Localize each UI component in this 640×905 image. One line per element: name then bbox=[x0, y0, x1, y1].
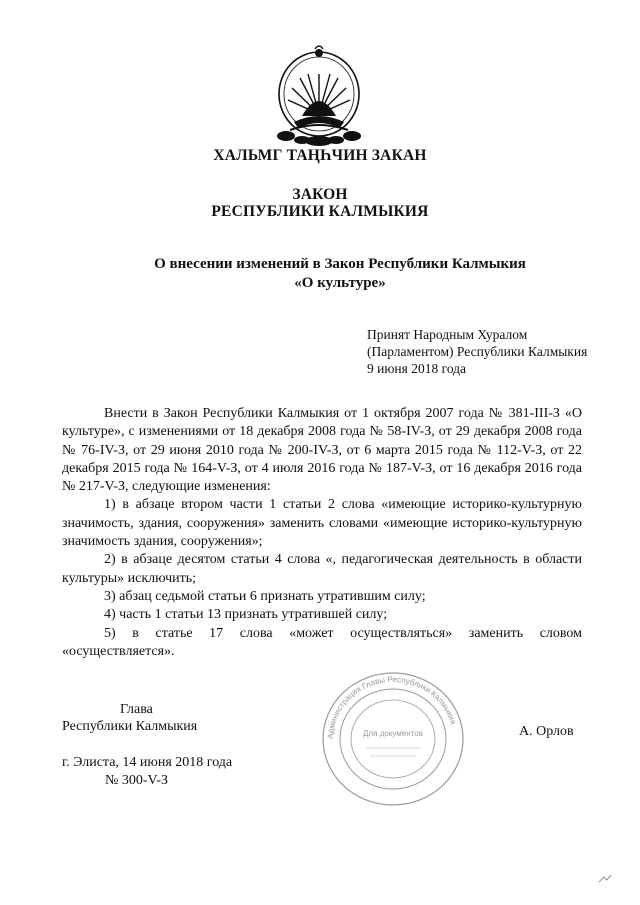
stamp-center-text: Для документов bbox=[363, 729, 423, 738]
amendment-item-5: 5) в статье 17 слова «может осуществляться» заменить словом «осуществляется». bbox=[62, 625, 582, 659]
law-body bbox=[62, 405, 582, 661]
adoption-line1: Принят Народным Хуралом bbox=[367, 327, 528, 342]
official-stamp-seal bbox=[318, 668, 468, 810]
margin-mark bbox=[598, 874, 612, 884]
law-subject bbox=[100, 255, 580, 293]
kalmyk-law-title: ХАЛЬМГ ТАҢҺЧИН ЗАКАН bbox=[213, 147, 427, 164]
signatory-name: А. Орлов bbox=[519, 724, 574, 739]
place-and-date: г. Элиста, 14 июня 2018 года bbox=[62, 755, 233, 770]
adoption-line2: (Парламентом) Республики Калмыкия bbox=[367, 344, 588, 359]
signatory-position-line1: Глава bbox=[120, 702, 153, 717]
amendment-item-2: 2) в абзаце десятом статьи 4 слова «, педагогическая деятельность в области культуры» исключить; bbox=[62, 552, 582, 586]
law-subject-line2: «О культуре» bbox=[294, 275, 386, 291]
law-number: № 300-V-З bbox=[105, 773, 169, 788]
law-subject-line1: О внесении изменений в Закон Республики Калмыкия bbox=[154, 256, 526, 272]
body-intro: Внести в Закон Республики Калмыкия от 1 октября 2007 года № 381-III-З «О культуре», с изменениями от 18 декабря 2008 года № 58-IV-З, от 29 декабря 2008 года № 76-IV-З, от 29 июня 2010 года № 200-IV-З, от 6 марта 2015 года № 112-V-З, от 22 декабря 2015 года № 164-V-З, от 4 июля 2016 года № 187-V-З, от 16 декабря 2016 года № 217-V-З, следующие изменения: bbox=[62, 406, 582, 495]
law-label: ЗАКОН bbox=[292, 186, 348, 203]
adoption-note bbox=[367, 326, 607, 377]
amendment-item-4: 4) часть 1 статьи 13 признать утратившей силу; bbox=[104, 607, 388, 623]
signatory-position-line2: Республики Калмыкия bbox=[62, 719, 198, 734]
coat-of-arms-emblem bbox=[272, 44, 366, 148]
amendment-item-1: 1) в абзаце втором части 1 статьи 2 слова «имеющие историко-культурную значимость, здания, сооружения» заменить словами «имеющие историко-культурную значимость здания, сооружения»; bbox=[62, 497, 582, 550]
amendment-item-3: 3) абзац седьмой статьи 6 признать утратившим силу; bbox=[104, 588, 426, 604]
adoption-date: 9 июня 2018 года bbox=[367, 361, 467, 376]
stamp-ring-text: Администрация Главы Республики Калмыкия bbox=[325, 674, 458, 740]
republic-title: РЕСПУБЛИКИ КАЛМЫКИЯ bbox=[211, 203, 429, 220]
